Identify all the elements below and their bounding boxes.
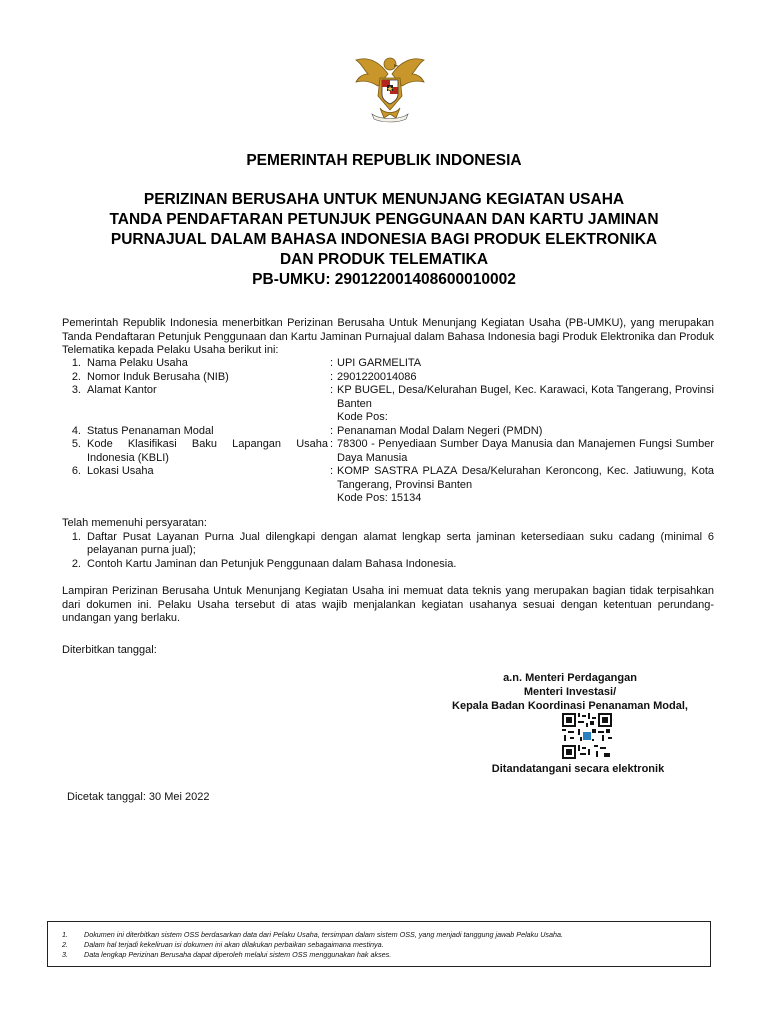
footer-note-text: Dalam hal terjadi kekeliruan isi dokumen ini akan dilakukan perbaikan sebagaimana mestinya. — [84, 940, 384, 949]
permit-title-line: DAN PRODUK TELEMATIKA — [279, 251, 489, 268]
detail-value — [337, 357, 714, 371]
issued-date-label: Diterbitkan tanggal: — [62, 644, 157, 656]
garuda-emblem-icon — [350, 52, 430, 124]
permit-title-line: PERIZINAN BERUSAHA UNTUK MENUNJANG KEGIATAN USAHA — [143, 191, 625, 208]
detail-label: Kode Klasifikasi Baku Lapangan Usaha Indonesia (KBLI) — [87, 438, 328, 464]
attachment-paragraph: Lampiran Perizinan Berusaha Untuk Menunjang Kegiatan Usaha ini memuat data teknis yang merupakan bagian tidak terpisahkan dari dokumen ini. Pelaku Usaha tersebut di atas wajib menjalankan kegiatan usahanya sesuai dengan ketentuan perundang-undangan yang berlaku. — [62, 585, 714, 624]
detail-number: 6. — [71, 465, 81, 477]
detail-value — [337, 425, 714, 439]
detail-row — [62, 438, 714, 465]
detail-row — [62, 465, 714, 506]
detail-label: Nama Pelaku Usaha — [87, 357, 188, 369]
detail-value — [337, 438, 714, 465]
signature-line: Menteri Investasi/ — [523, 686, 617, 698]
document-heading — [40, 152, 728, 290]
detail-value — [337, 371, 714, 385]
detail-label: Lokasi Usaha — [87, 465, 154, 477]
signature-block — [440, 671, 700, 713]
detail-value-line: Penanaman Modal Dalam Negeri (PMDN) — [337, 424, 543, 437]
signature-line: a.n. Menteri Perdagangan — [503, 672, 637, 684]
detail-value-line: Kode Pos: 15134 — [337, 492, 422, 504]
footer-note-text: Dokumen ini diterbitkan sistem OSS berdasarkan data dari Pelaku Usaha, tersimpan dalam sistem OSS, yang menjadi tanggung jawab Pelaku Usaha. — [84, 930, 564, 939]
detail-value — [337, 384, 714, 425]
permit-title-line: PURNAJUAL DALAM BAHASA INDONESIA BAGI PRODUK ELEKTRONIKA — [110, 231, 658, 248]
footer-note — [48, 950, 710, 960]
footer-note — [48, 930, 710, 940]
detail-number: 5. — [71, 438, 81, 450]
signature-line: Kepala Badan Koordinasi Penanaman Modal, — [452, 700, 688, 712]
footer-notes — [47, 921, 711, 967]
detail-row — [62, 425, 714, 439]
detail-colon: : — [330, 424, 334, 437]
business-details-list — [62, 357, 714, 506]
detail-number: 2. — [71, 370, 81, 383]
detail-row — [62, 357, 714, 371]
detail-colon: : — [330, 357, 334, 369]
footer-note — [48, 940, 710, 950]
qr-code-icon — [562, 713, 612, 759]
intro-paragraph: Pemerintah Republik Indonesia menerbitkan Perizinan Berusaha Untuk Menunjang Kegiatan Usaha (PB-UMKU), yang merupakan Tanda Pendaftaran Petunjuk Penggunaan dan Kartu Jaminan Purnajual dalam Bahasa Indonesia bagi Produk Elektronika dan Produk Telematika kepada Pelaku Usaha berikut ini: — [62, 317, 714, 356]
requirement-item — [62, 531, 714, 558]
detail-colon: : — [330, 370, 334, 383]
requirement-number: 1. — [71, 530, 81, 543]
detail-value-line: KOMP SASTRA PLAZA Desa/Kelurahan Keroncong, Kec. Jatiuwung, Kota Tangerang, Provinsi Banten — [337, 465, 714, 491]
detail-number: 1. — [71, 357, 81, 369]
detail-colon: : — [330, 465, 334, 477]
detail-value-line: 78300 - Penyediaan Sumber Daya Manusia dan Manajemen Fungsi Sumber Daya Manusia — [337, 438, 714, 464]
requirement-text: Daftar Pusat Layanan Purna Jual dilengkapi dengan alamat lengkap serta jaminan ketersediaan suku cadang (minimal 6 pelayanan purna jual); — [87, 530, 714, 556]
footer-note-text: Data lengkap Perizinan Berusaha dapat diperoleh melalui sistem OSS menggunakan hak akses. — [84, 950, 392, 959]
detail-value-line: 2901220014086 — [337, 370, 417, 383]
permit-title-line: TANDA PENDAFTARAN PETUNJUK PENGGUNAAN DAN KARTU JAMINAN — [109, 211, 659, 228]
detail-value — [337, 465, 714, 506]
requirement-number: 2. — [71, 557, 81, 570]
detail-label: Alamat Kantor — [87, 384, 157, 396]
requirement-item — [62, 558, 714, 572]
detail-number: 4. — [71, 424, 81, 437]
detail-value-line: Kode Pos: — [337, 411, 388, 423]
permit-title — [40, 190, 728, 270]
detail-value-line: UPI GARMELITA — [337, 357, 422, 369]
requirements-section — [62, 517, 714, 571]
detail-row — [62, 371, 714, 385]
requirement-text: Contoh Kartu Jaminan dan Petunjuk Penggunaan dalam Bahasa Indonesia. — [87, 557, 457, 570]
detail-colon: : — [330, 384, 334, 396]
electronic-signature-note: Ditandatangani secara elektronik — [491, 763, 665, 775]
detail-label: Nomor Induk Berusaha (NIB) — [87, 370, 229, 383]
detail-label: Status Penanaman Modal — [87, 424, 214, 437]
detail-number: 3. — [71, 384, 81, 396]
printed-date: Dicetak tanggal: 30 Mei 2022 — [67, 791, 210, 803]
footer-note-number: 3. — [62, 950, 68, 959]
footer-note-number: 1. — [62, 930, 68, 939]
requirements-intro: Telah memenuhi persyaratan: — [62, 517, 207, 529]
footer-note-number: 2. — [62, 940, 68, 949]
permit-code: PB-UMKU: 29012200140860001000​2 — [252, 271, 516, 288]
detail-value-line: KP BUGEL, Desa/Kelurahan Bugel, Kec. Karawaci, Kota Tangerang, Provinsi Banten — [337, 384, 714, 410]
government-title: PEMERINTAH REPUBLIK INDONESIA — [246, 152, 522, 169]
detail-row — [62, 384, 714, 425]
detail-colon: : — [330, 438, 334, 450]
